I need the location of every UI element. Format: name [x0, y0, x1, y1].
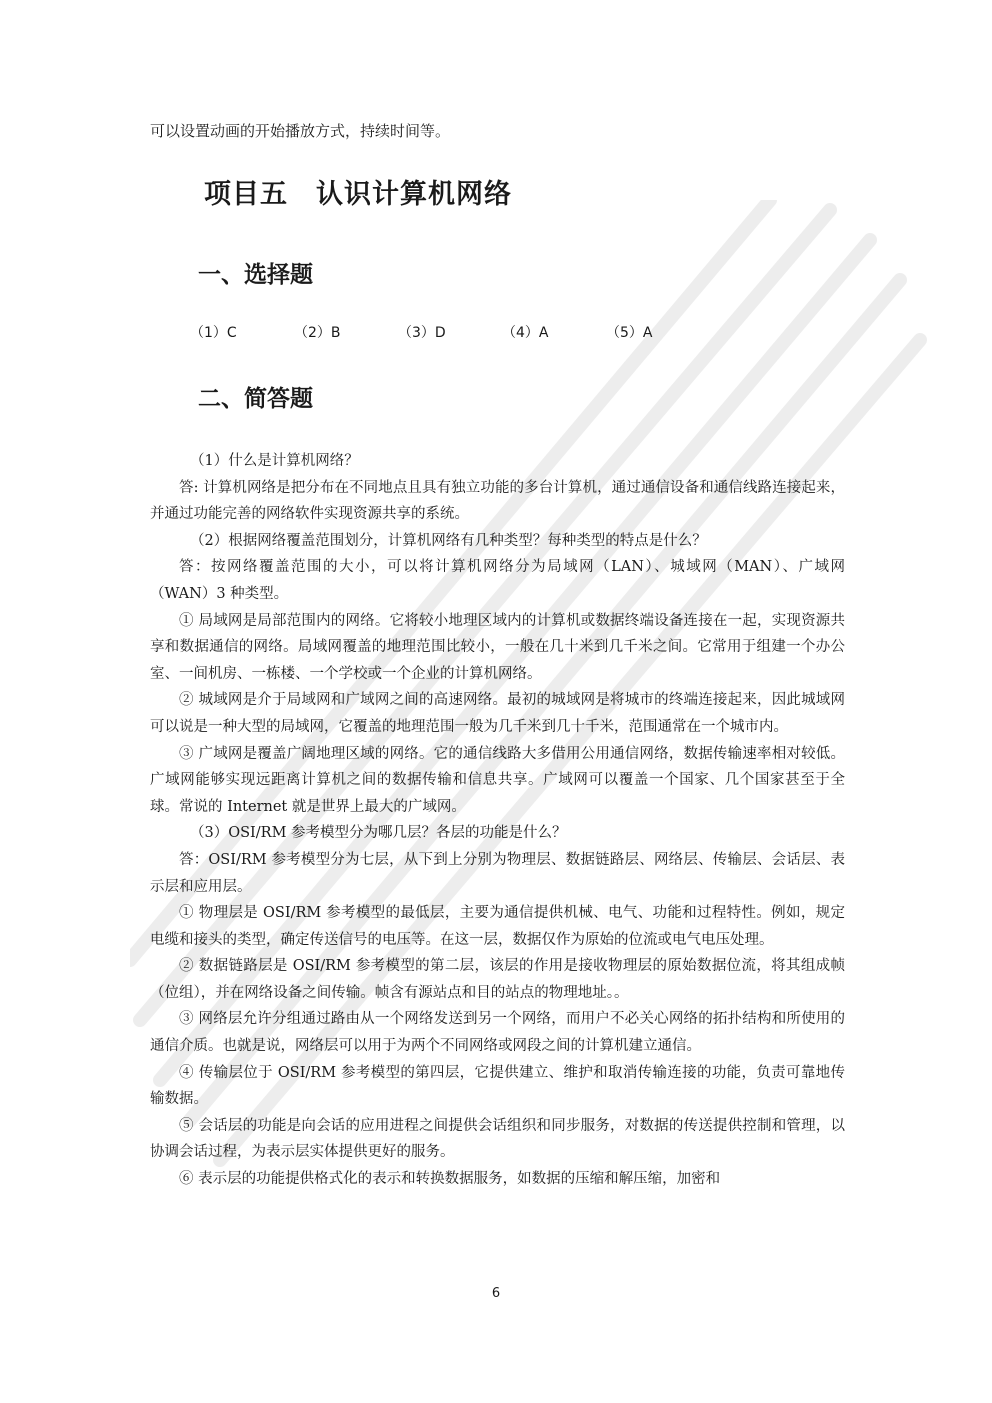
question-paragraph: （3）OSI/RM 参考模型分为哪几层？各层的功能是什么？ — [190, 825, 567, 842]
answer-paragraph: ③ 网络层允许分组通过路由从一个网络发送到另一个网络，而用户不必关心网络的拓扑结构和所使用的通信介质。也就是说，网络层可以用于为两个不同网络或网段之间的计算机建立通信。 — [150, 1011, 845, 1055]
answer-paragraph: ① 物理层是 OSI/RM 参考模型的最低层，主要为通信提供机械、电气、功能和过程特性。例如，规定电缆和接头的类型，确定传送信号的电压等。在这一层，数据仅作为原始的位流或电气电压处理。 — [150, 905, 845, 948]
answer-paragraph: ② 数据链路层是 OSI/RM 参考模型的第二层，该层的作用是接收物理层的原始数据位流，将其组成帧（位组），并在网络设备之间传输。帧含有源站点和目的站点的物理地址。。 — [150, 958, 845, 1001]
answer-paragraph: ② 城域网是介于局域网和广域网之间的高速网络。最初的城域网是将城市的终端连接起来，因此城域网可以说是一种大型的局域网，它覆盖的地理范围一般为几千米到几十千米，范围通常在一个城市内。 — [150, 692, 845, 735]
project-title: 项目五 认识计算机网络 — [204, 179, 512, 210]
answer-item: （5）A — [606, 325, 653, 341]
page-number: 6 — [491, 1286, 501, 1301]
section-heading-short-answer: 二、简答题 — [198, 386, 313, 412]
question-paragraph: （2）根据网络覆盖范围划分，计算机网络有几种类型？每种类型的特点是什么？ — [190, 532, 707, 549]
intro-line: 可以设置动画的开始播放方式，持续时间等。 — [150, 122, 451, 140]
choice-answers — [190, 322, 710, 342]
answer-paragraph: 答: 计算机网络是把分布在不同地点且具有独立功能的多台计算机，通过通信设备和通信线路连接起来，并通过功能完善的网络软件实现资源共享的系统。 — [150, 479, 845, 523]
section-heading-choice: 一、选择题 — [198, 262, 313, 288]
answer-paragraph: 答：按网络覆盖范围的大小，可以将计算机网络分为局域网（LAN）、城域网（MAN）、广域网（WAN）3 种类型。 — [150, 559, 845, 602]
answer-paragraph: ⑤ 会话层的功能是向会话的应用进程之间提供会话组织和同步服务，对数据的传送提供控制和管理，以协调会话过程，为表示层实体提供更好的服务。 — [150, 1117, 845, 1161]
answer-paragraph: ① 局域网是局部范围内的网络。它将较小地理区域内的计算机或数据终端设备连接在一起，实现资源共享和数据通信的网络。局域网覆盖的地理范围比较小，一般在几十米到几千米之间。它常用于组建一个办公室、一间机房、一栋楼、一个学校或一个企业的计算机网络。 — [150, 612, 845, 682]
answer-paragraph: 答：OSI/RM 参考模型分为七层，从下到上分别为物理层、数据链路层、网络层、传输层、会话层、表示层和应用层。 — [150, 851, 845, 895]
answer-item: （3）D — [398, 325, 446, 341]
answer-item: （1）C — [190, 325, 237, 341]
answer-paragraph: ④ 传输层位于 OSI/RM 参考模型的第四层，它提供建立、维护和取消传输连接的功能，负责可靠地传输数据。 — [150, 1064, 845, 1108]
answer-item: （4）A — [502, 325, 549, 341]
answer-paragraph: ③ 广域网是覆盖广阔地理区域的网络。它的通信线路大多借用公用通信网络，数据传输速率相对较低。广域网能够实现远距离计算机之间的数据传输和信息共享。广域网可以覆盖一个国家、几个国家甚至于全球。常说的 Internet 就是世界上最大的广域网。 — [150, 745, 845, 815]
question-paragraph: （1）什么是计算机网络？ — [190, 453, 359, 469]
answer-item: （2）B — [294, 325, 341, 341]
answer-paragraph: ⑥ 表示层的功能提供格式化的表示和转换数据服务，如数据的压缩和解压缩，加密和 — [179, 1171, 721, 1188]
short-answer-body — [150, 448, 845, 1193]
